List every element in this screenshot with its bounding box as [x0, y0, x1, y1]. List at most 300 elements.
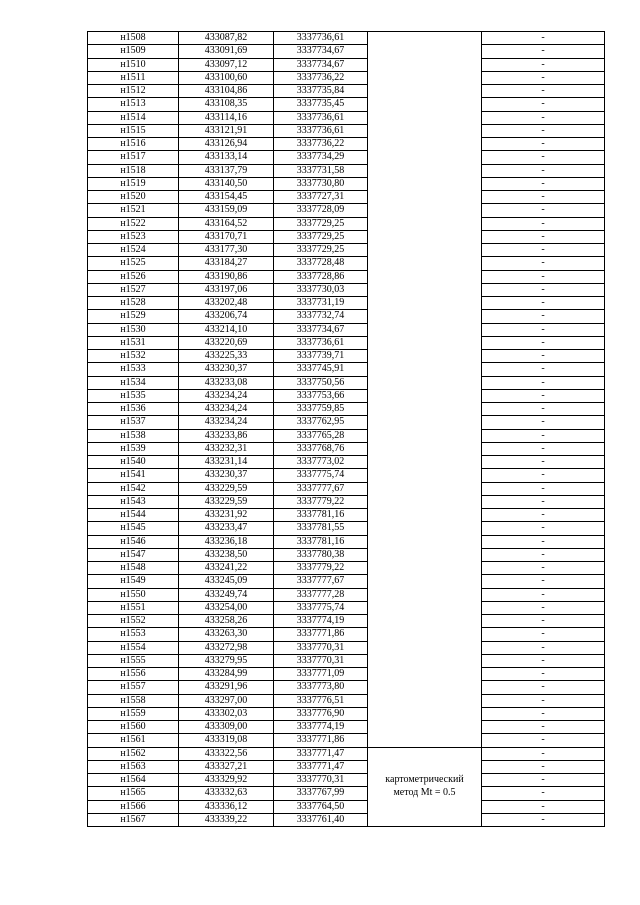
note-cell: - — [482, 336, 605, 349]
y-coordinate-cell: 3337736,22 — [274, 71, 368, 84]
table-row — [88, 694, 605, 707]
table-row — [88, 350, 605, 363]
point-name-cell: н1543 — [88, 495, 179, 508]
x-coordinate-cell: 433332,63 — [179, 787, 274, 800]
note-cell: - — [482, 376, 605, 389]
point-name-cell: н1522 — [88, 217, 179, 230]
note-cell: - — [482, 85, 605, 98]
y-coordinate-cell: 3337776,90 — [274, 707, 368, 720]
note-cell: - — [482, 58, 605, 71]
x-coordinate-cell: 433230,37 — [179, 363, 274, 376]
note-cell: - — [482, 482, 605, 495]
y-coordinate-cell: 3337736,22 — [274, 138, 368, 151]
x-coordinate-cell: 433121,91 — [179, 124, 274, 137]
note-cell: - — [482, 535, 605, 548]
x-coordinate-cell: 433302,03 — [179, 707, 274, 720]
point-name-cell: н1508 — [88, 32, 179, 45]
x-coordinate-cell: 433133,14 — [179, 151, 274, 164]
table-row — [88, 641, 605, 654]
y-coordinate-cell: 3337759,85 — [274, 403, 368, 416]
table-row — [88, 548, 605, 561]
point-name-cell: н1558 — [88, 694, 179, 707]
note-cell: - — [482, 668, 605, 681]
table-row — [88, 389, 605, 402]
x-coordinate-cell: 433091,69 — [179, 45, 274, 58]
note-cell: - — [482, 403, 605, 416]
note-cell: - — [482, 774, 605, 787]
y-coordinate-cell: 3337736,61 — [274, 124, 368, 137]
x-coordinate-cell: 433254,00 — [179, 601, 274, 614]
x-coordinate-cell: 433233,86 — [179, 429, 274, 442]
note-cell: - — [482, 217, 605, 230]
note-cell: - — [482, 204, 605, 217]
point-name-cell: н1560 — [88, 721, 179, 734]
point-name-cell: н1525 — [88, 257, 179, 270]
point-name-cell: н1521 — [88, 204, 179, 217]
note-cell: - — [482, 98, 605, 111]
table-row — [88, 164, 605, 177]
method-text: картометрический метод Mt = 0.5 — [385, 774, 464, 798]
x-coordinate-cell: 433231,92 — [179, 509, 274, 522]
note-cell: - — [482, 601, 605, 614]
x-coordinate-cell: 433233,08 — [179, 376, 274, 389]
table-row — [88, 217, 605, 230]
note-cell: - — [482, 562, 605, 575]
y-coordinate-cell: 3337764,50 — [274, 800, 368, 813]
note-cell: - — [482, 124, 605, 137]
table-row — [88, 124, 605, 137]
table-row — [88, 522, 605, 535]
table-row — [88, 336, 605, 349]
point-name-cell: н1509 — [88, 45, 179, 58]
note-cell: - — [482, 641, 605, 654]
y-coordinate-cell: 3337734,67 — [274, 58, 368, 71]
y-coordinate-cell: 3337781,16 — [274, 509, 368, 522]
point-name-cell: н1547 — [88, 548, 179, 561]
x-coordinate-cell: 433236,18 — [179, 535, 274, 548]
table-row — [88, 734, 605, 747]
y-coordinate-cell: 3337735,45 — [274, 98, 368, 111]
note-cell: - — [482, 310, 605, 323]
point-name-cell: н1555 — [88, 654, 179, 667]
table-body — [88, 32, 605, 827]
point-name-cell: н1527 — [88, 283, 179, 296]
point-name-cell: н1540 — [88, 456, 179, 469]
y-coordinate-cell: 3337773,02 — [274, 456, 368, 469]
table-row — [88, 416, 605, 429]
note-cell: - — [482, 191, 605, 204]
x-coordinate-cell: 433336,12 — [179, 800, 274, 813]
x-coordinate-cell: 433234,24 — [179, 416, 274, 429]
table-row — [88, 177, 605, 190]
y-coordinate-cell: 3337777,67 — [274, 575, 368, 588]
x-coordinate-cell: 433206,74 — [179, 310, 274, 323]
note-cell: - — [482, 429, 605, 442]
note-cell: - — [482, 800, 605, 813]
note-cell: - — [482, 270, 605, 283]
note-cell: - — [482, 760, 605, 773]
note-cell: - — [482, 522, 605, 535]
point-name-cell: н1526 — [88, 270, 179, 283]
note-cell: - — [482, 654, 605, 667]
note-cell: - — [482, 111, 605, 124]
x-coordinate-cell: 433108,35 — [179, 98, 274, 111]
x-coordinate-cell: 433154,45 — [179, 191, 274, 204]
x-coordinate-cell: 433220,69 — [179, 336, 274, 349]
table-row — [88, 403, 605, 416]
table-row — [88, 244, 605, 257]
y-coordinate-cell: 3337730,03 — [274, 283, 368, 296]
x-coordinate-cell: 433245,09 — [179, 575, 274, 588]
point-name-cell: н1566 — [88, 800, 179, 813]
point-name-cell: н1548 — [88, 562, 179, 575]
table-row — [88, 297, 605, 310]
x-coordinate-cell: 433229,59 — [179, 495, 274, 508]
x-coordinate-cell: 433229,59 — [179, 482, 274, 495]
x-coordinate-cell: 433322,56 — [179, 747, 274, 760]
y-coordinate-cell: 3337771,86 — [274, 628, 368, 641]
table-row — [88, 151, 605, 164]
note-cell: - — [482, 495, 605, 508]
table-row — [88, 191, 605, 204]
x-coordinate-cell: 433241,22 — [179, 562, 274, 575]
x-coordinate-cell: 433100,60 — [179, 71, 274, 84]
table-row — [88, 204, 605, 217]
table-row — [88, 588, 605, 601]
note-cell: - — [482, 151, 605, 164]
table-row — [88, 535, 605, 548]
note-cell: - — [482, 363, 605, 376]
point-name-cell: н1565 — [88, 787, 179, 800]
x-coordinate-cell: 433258,26 — [179, 615, 274, 628]
table-row — [88, 628, 605, 641]
point-name-cell: н1520 — [88, 191, 179, 204]
y-coordinate-cell: 3337739,71 — [274, 350, 368, 363]
table-row — [88, 681, 605, 694]
point-name-cell: н1559 — [88, 707, 179, 720]
y-coordinate-cell: 3337734,67 — [274, 45, 368, 58]
note-cell: - — [482, 694, 605, 707]
x-coordinate-cell: 433197,06 — [179, 283, 274, 296]
note-cell: - — [482, 615, 605, 628]
point-name-cell: н1554 — [88, 641, 179, 654]
point-name-cell: н1528 — [88, 297, 179, 310]
x-coordinate-cell: 433230,37 — [179, 469, 274, 482]
point-name-cell: н1538 — [88, 429, 179, 442]
point-name-cell: н1544 — [88, 509, 179, 522]
y-coordinate-cell: 3337771,47 — [274, 747, 368, 760]
y-coordinate-cell: 3337781,55 — [274, 522, 368, 535]
y-coordinate-cell: 3337768,76 — [274, 442, 368, 455]
point-name-cell: н1533 — [88, 363, 179, 376]
y-coordinate-cell: 3337770,31 — [274, 654, 368, 667]
x-coordinate-cell: 433263,30 — [179, 628, 274, 641]
table-row — [88, 230, 605, 243]
y-coordinate-cell: 3337753,66 — [274, 389, 368, 402]
y-coordinate-cell: 3337736,61 — [274, 32, 368, 45]
x-coordinate-cell: 433225,33 — [179, 350, 274, 363]
table-row — [88, 456, 605, 469]
point-name-cell: н1563 — [88, 760, 179, 773]
point-name-cell: н1514 — [88, 111, 179, 124]
note-cell: - — [482, 283, 605, 296]
x-coordinate-cell: 433214,10 — [179, 323, 274, 336]
note-cell: - — [482, 244, 605, 257]
table-row — [88, 32, 605, 45]
x-coordinate-cell: 433164,52 — [179, 217, 274, 230]
table-row — [88, 429, 605, 442]
table-row — [88, 813, 605, 826]
y-coordinate-cell: 3337767,99 — [274, 787, 368, 800]
x-coordinate-cell: 433339,22 — [179, 813, 274, 826]
y-coordinate-cell: 3337750,56 — [274, 376, 368, 389]
point-name-cell: н1542 — [88, 482, 179, 495]
table-row — [88, 495, 605, 508]
table-row — [88, 562, 605, 575]
table-row — [88, 71, 605, 84]
y-coordinate-cell: 3337727,31 — [274, 191, 368, 204]
point-name-cell: н1546 — [88, 535, 179, 548]
y-coordinate-cell: 3337770,31 — [274, 641, 368, 654]
point-name-cell: н1532 — [88, 350, 179, 363]
note-cell: - — [482, 138, 605, 151]
x-coordinate-cell: 433284,99 — [179, 668, 274, 681]
note-cell: - — [482, 297, 605, 310]
x-coordinate-cell: 433159,09 — [179, 204, 274, 217]
y-coordinate-cell: 3337735,84 — [274, 85, 368, 98]
y-coordinate-cell: 3337781,16 — [274, 535, 368, 548]
table-row — [88, 376, 605, 389]
point-name-cell: н1524 — [88, 244, 179, 257]
y-coordinate-cell: 3337771,09 — [274, 668, 368, 681]
y-coordinate-cell: 3337730,80 — [274, 177, 368, 190]
x-coordinate-cell: 433104,86 — [179, 85, 274, 98]
note-cell: - — [482, 707, 605, 720]
y-coordinate-cell: 3337773,80 — [274, 681, 368, 694]
table-row — [88, 654, 605, 667]
note-cell: - — [482, 257, 605, 270]
note-cell: - — [482, 45, 605, 58]
x-coordinate-cell: 433190,86 — [179, 270, 274, 283]
x-coordinate-cell: 433114,16 — [179, 111, 274, 124]
x-coordinate-cell: 433234,24 — [179, 389, 274, 402]
point-name-cell: н1567 — [88, 813, 179, 826]
point-name-cell: н1535 — [88, 389, 179, 402]
table-row — [88, 774, 605, 787]
note-cell: - — [482, 509, 605, 522]
point-name-cell: н1541 — [88, 469, 179, 482]
note-cell: - — [482, 588, 605, 601]
note-cell: - — [482, 456, 605, 469]
note-cell: - — [482, 323, 605, 336]
x-coordinate-cell: 433231,14 — [179, 456, 274, 469]
y-coordinate-cell: 3337779,22 — [274, 562, 368, 575]
y-coordinate-cell: 3337775,74 — [274, 601, 368, 614]
table-row — [88, 509, 605, 522]
y-coordinate-cell: 3337780,38 — [274, 548, 368, 561]
table-row — [88, 283, 605, 296]
y-coordinate-cell: 3337736,61 — [274, 111, 368, 124]
x-coordinate-cell: 433297,00 — [179, 694, 274, 707]
y-coordinate-cell: 3337777,67 — [274, 482, 368, 495]
point-name-cell: н1553 — [88, 628, 179, 641]
point-name-cell: н1561 — [88, 734, 179, 747]
table-row — [88, 615, 605, 628]
method-cell — [368, 747, 482, 827]
table-row — [88, 482, 605, 495]
y-coordinate-cell: 3337728,86 — [274, 270, 368, 283]
x-coordinate-cell: 433249,74 — [179, 588, 274, 601]
point-name-cell: н1549 — [88, 575, 179, 588]
x-coordinate-cell: 433291,96 — [179, 681, 274, 694]
point-name-cell: н1511 — [88, 71, 179, 84]
point-name-cell: н1531 — [88, 336, 179, 349]
x-coordinate-cell: 433170,71 — [179, 230, 274, 243]
table-row — [88, 363, 605, 376]
x-coordinate-cell: 433234,24 — [179, 403, 274, 416]
point-name-cell: н1510 — [88, 58, 179, 71]
point-name-cell: н1545 — [88, 522, 179, 535]
x-coordinate-cell: 433184,27 — [179, 257, 274, 270]
note-cell: - — [482, 177, 605, 190]
point-name-cell: н1552 — [88, 615, 179, 628]
table-row — [88, 668, 605, 681]
table-row — [88, 760, 605, 773]
note-cell: - — [482, 416, 605, 429]
x-coordinate-cell: 433309,00 — [179, 721, 274, 734]
note-cell: - — [482, 681, 605, 694]
x-coordinate-cell: 433137,79 — [179, 164, 274, 177]
y-coordinate-cell: 3337734,29 — [274, 151, 368, 164]
point-name-cell: н1516 — [88, 138, 179, 151]
x-coordinate-cell: 433327,21 — [179, 760, 274, 773]
table-row — [88, 270, 605, 283]
y-coordinate-cell: 3337729,25 — [274, 244, 368, 257]
point-name-cell: н1537 — [88, 416, 179, 429]
x-coordinate-cell: 433140,50 — [179, 177, 274, 190]
table-row — [88, 98, 605, 111]
table-row — [88, 138, 605, 151]
table-row — [88, 787, 605, 800]
x-coordinate-cell: 433272,98 — [179, 641, 274, 654]
y-coordinate-cell: 3337728,48 — [274, 257, 368, 270]
y-coordinate-cell: 3337771,86 — [274, 734, 368, 747]
note-cell: - — [482, 389, 605, 402]
note-cell: - — [482, 548, 605, 561]
y-coordinate-cell: 3337774,19 — [274, 615, 368, 628]
x-coordinate-cell: 433319,08 — [179, 734, 274, 747]
note-cell: - — [482, 628, 605, 641]
note-cell: - — [482, 442, 605, 455]
y-coordinate-cell: 3337731,58 — [274, 164, 368, 177]
y-coordinate-cell: 3337771,47 — [274, 760, 368, 773]
point-name-cell: н1562 — [88, 747, 179, 760]
note-cell: - — [482, 721, 605, 734]
table-row — [88, 111, 605, 124]
table-row — [88, 469, 605, 482]
table-row — [88, 58, 605, 71]
table-row — [88, 310, 605, 323]
table-row — [88, 45, 605, 58]
table-row — [88, 575, 605, 588]
y-coordinate-cell: 3337762,95 — [274, 416, 368, 429]
note-cell: - — [482, 747, 605, 760]
table-row — [88, 85, 605, 98]
y-coordinate-cell: 3337775,74 — [274, 469, 368, 482]
y-coordinate-cell: 3337734,67 — [274, 323, 368, 336]
y-coordinate-cell: 3337745,91 — [274, 363, 368, 376]
point-name-cell: н1534 — [88, 376, 179, 389]
y-coordinate-cell: 3337732,74 — [274, 310, 368, 323]
x-coordinate-cell: 433233,47 — [179, 522, 274, 535]
y-coordinate-cell: 3337761,40 — [274, 813, 368, 826]
x-coordinate-cell: 433126,94 — [179, 138, 274, 151]
point-name-cell: н1539 — [88, 442, 179, 455]
table-row — [88, 707, 605, 720]
x-coordinate-cell: 433329,92 — [179, 774, 274, 787]
point-name-cell: н1518 — [88, 164, 179, 177]
table-row — [88, 800, 605, 813]
point-name-cell: н1550 — [88, 588, 179, 601]
y-coordinate-cell: 3337736,61 — [274, 336, 368, 349]
point-name-cell: н1530 — [88, 323, 179, 336]
note-cell: - — [482, 787, 605, 800]
y-coordinate-cell: 3337777,28 — [274, 588, 368, 601]
y-coordinate-cell: 3337774,19 — [274, 721, 368, 734]
point-name-cell: н1523 — [88, 230, 179, 243]
note-cell: - — [482, 32, 605, 45]
method-cell — [368, 32, 482, 748]
y-coordinate-cell: 3337729,25 — [274, 230, 368, 243]
point-name-cell: н1556 — [88, 668, 179, 681]
table-row — [88, 601, 605, 614]
note-cell: - — [482, 164, 605, 177]
coordinates-table — [87, 31, 605, 827]
note-cell: - — [482, 350, 605, 363]
note-cell: - — [482, 230, 605, 243]
note-cell: - — [482, 469, 605, 482]
x-coordinate-cell: 433087,82 — [179, 32, 274, 45]
x-coordinate-cell: 433097,12 — [179, 58, 274, 71]
note-cell: - — [482, 813, 605, 826]
point-name-cell: н1512 — [88, 85, 179, 98]
y-coordinate-cell: 3337765,28 — [274, 429, 368, 442]
table-row — [88, 323, 605, 336]
y-coordinate-cell: 3337779,22 — [274, 495, 368, 508]
point-name-cell: н1517 — [88, 151, 179, 164]
note-cell: - — [482, 575, 605, 588]
point-name-cell: н1513 — [88, 98, 179, 111]
x-coordinate-cell: 433232,31 — [179, 442, 274, 455]
point-name-cell: н1564 — [88, 774, 179, 787]
point-name-cell: н1519 — [88, 177, 179, 190]
point-name-cell: н1536 — [88, 403, 179, 416]
y-coordinate-cell: 3337728,09 — [274, 204, 368, 217]
y-coordinate-cell: 3337776,51 — [274, 694, 368, 707]
y-coordinate-cell: 3337729,25 — [274, 217, 368, 230]
point-name-cell: н1529 — [88, 310, 179, 323]
table-row — [88, 747, 605, 760]
point-name-cell: н1557 — [88, 681, 179, 694]
y-coordinate-cell: 3337731,19 — [274, 297, 368, 310]
x-coordinate-cell: 433279,95 — [179, 654, 274, 667]
x-coordinate-cell: 433202,48 — [179, 297, 274, 310]
table-row — [88, 442, 605, 455]
table-row — [88, 257, 605, 270]
point-name-cell: н1551 — [88, 601, 179, 614]
x-coordinate-cell: 433238,50 — [179, 548, 274, 561]
point-name-cell: н1515 — [88, 124, 179, 137]
